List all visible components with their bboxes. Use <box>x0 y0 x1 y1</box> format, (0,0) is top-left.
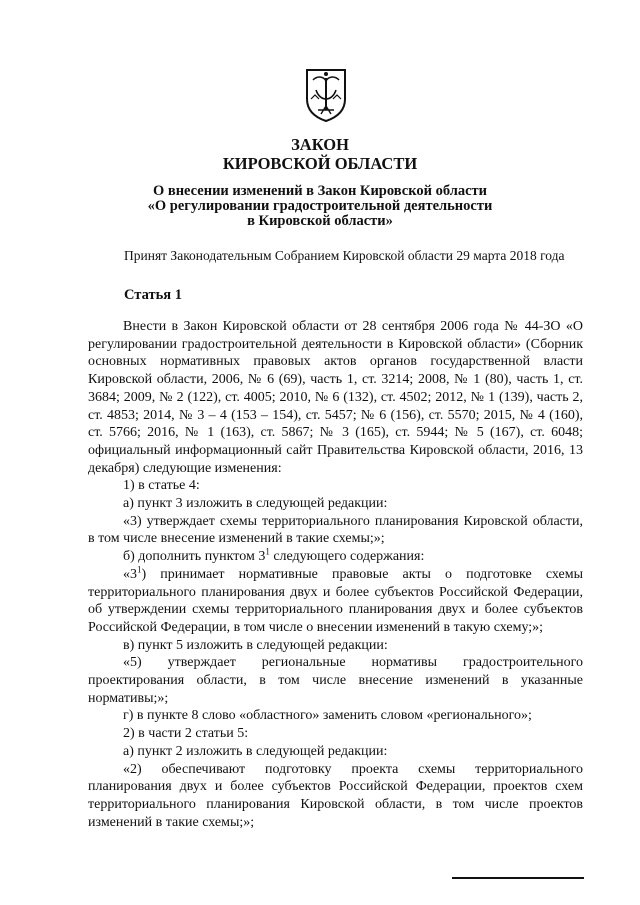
subtitle-line: О внесении изменений в Закон Кировской области <box>152 183 488 199</box>
superscript: 1 <box>265 546 270 557</box>
paragraph: г) в пункте 8 слово «областного» заменить словом «регионального»; <box>123 708 532 724</box>
article-body <box>88 318 583 831</box>
subtitle-line: в Кировской области» <box>247 213 393 229</box>
article-heading: Статья 1 <box>124 287 182 303</box>
law-title: ЗАКОН <box>291 135 349 154</box>
subtitle-line: «О регулировании градостроительной деятельности <box>147 198 493 214</box>
text-fragment: б) дополнить пунктом 3 <box>123 549 266 565</box>
paragraph: 1) в статье 4: <box>123 478 200 494</box>
paragraph: 2) в части 2 статьи 5: <box>123 726 249 742</box>
superscript: 1 <box>137 564 142 575</box>
text-fragment: «3 <box>123 566 137 582</box>
paragraph: а) пункт 2 изложить в следующей редакции: <box>123 743 388 759</box>
text-fragment: ) принимает нормативные правовые акты о подготовке схемы территориального планирования двух и более субъектов Российской Федерации, об утверждении схемы территориального планирования двух и более субъектов Российской Федерации, в том числе о внесении изменений в такую схему;»; <box>88 566 583 635</box>
coat-of-arms-emblem <box>304 66 348 122</box>
paragraph: а) пункт 3 изложить в следующей редакции: <box>123 496 388 512</box>
paragraph: в) пункт 5 изложить в следующей редакции: <box>123 637 388 653</box>
paragraph: «3) утверждает схемы территориального планирования Кировской области, в том числе внесение изменений в такие схемы;»; <box>88 513 583 547</box>
intro-paragraph: Внести в Закон Кировской области от 28 сентября 2006 года № 44-ЗО «О регулировании градостроительной деятельности в Кировской области» (Сборник основных нормативных правовых актов органов государственной власти Кировской области, 2006, № 6 (69), часть 1, ст. 3214; 2008, № 1 (80), часть 1, ст. 3684; 2009, № 2 (122), ст. 4005; 2010, № 6 (132), ст. 4502; 2012, № 1 (139), часть 2, ст. 4853; 2014, № 3 – 4 (153 – 154), ст. 5457; № 6 (156), ст. 5570; 2015, № 4 (160), ст. 5766; 2016, № 1 (163), ст. 5867; № 3 (165), ст. 5944; № 5 (167), ст. 6048; официальный информационный сайт Правительства Кировской области, 2016, 13 декабря) следующие изменения: <box>88 319 583 476</box>
law-subtitle <box>0 184 640 229</box>
paragraph <box>88 548 583 566</box>
footer-signature-line <box>452 877 584 879</box>
adoption-note: Принят Законодательным Собранием Кировской области 29 марта 2018 года <box>124 248 565 263</box>
region-title: КИРОВСКОЙ ОБЛАСТИ <box>222 154 418 173</box>
paragraph: «5) утверждает региональные нормативы градостроительного проектирования области, в том числе внесение изменений в указанные нормативы;»; <box>88 655 583 706</box>
paragraph <box>88 566 583 637</box>
paragraph: «2) обеспечивают подготовку проекта схемы территориального планирования двух и более субъектов Российской Федерации, проектов схем территориального планирования Кировской области, в том числе проектов изменений в такие схемы;»; <box>88 761 583 830</box>
text-fragment: следующего содержания: <box>269 549 425 565</box>
